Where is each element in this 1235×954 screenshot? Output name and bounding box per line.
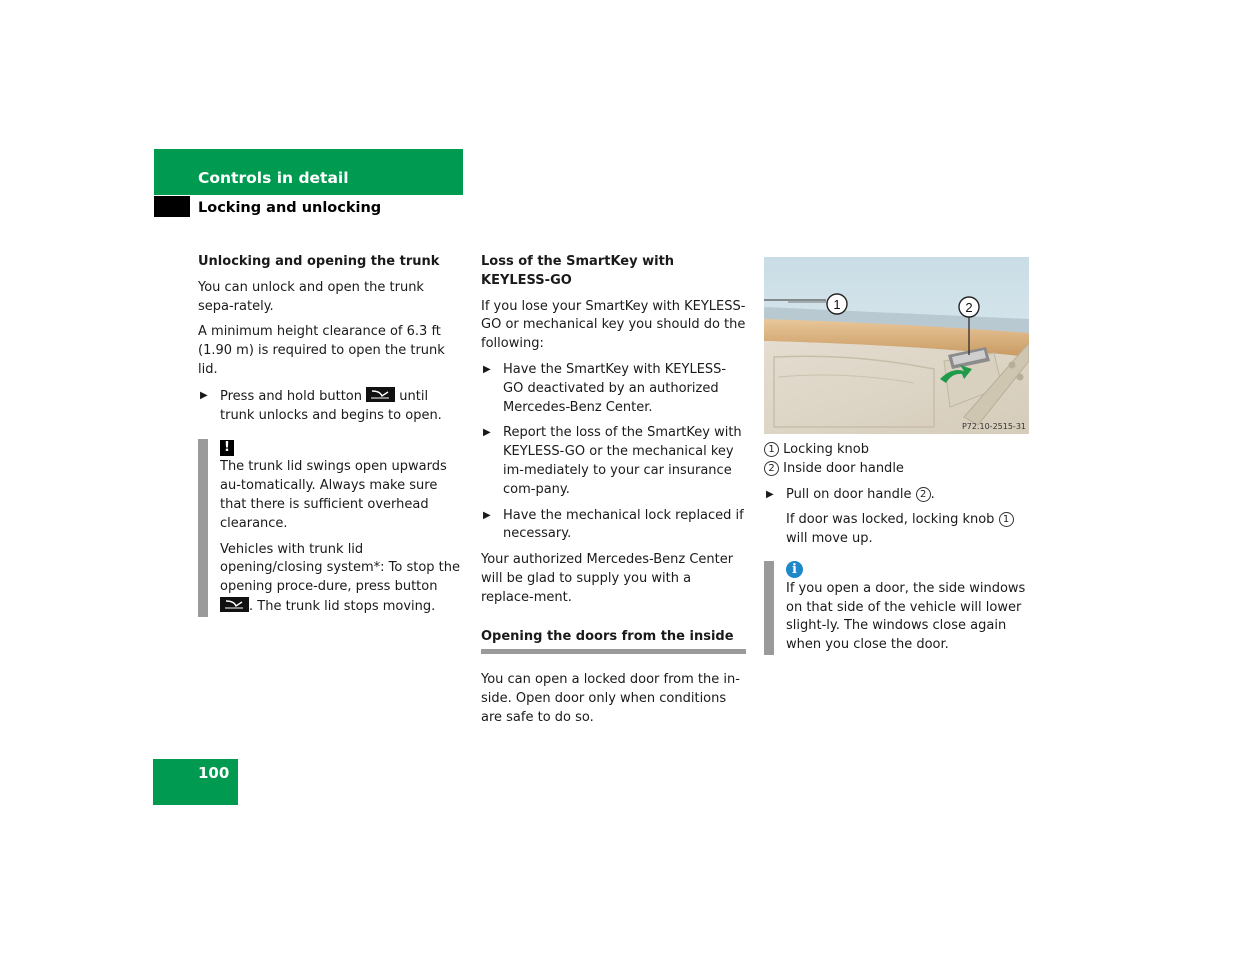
callout-2: 2 — [965, 300, 973, 315]
bullet-triangle-icon: ▶ — [483, 509, 491, 521]
paragraph: Your authorized Mercedes-Benz Center will be glad to supply you with a replace-ment. — [481, 552, 734, 605]
callout-2-marker: 2 — [916, 487, 931, 502]
trunk-button-icon — [220, 597, 249, 612]
paragraph: A minimum height clearance of 6.3 ft (1.90 m) is required to open the trunk lid. — [198, 324, 445, 377]
legend-item: 2 Inside door handle — [764, 460, 1034, 479]
column-1 — [198, 253, 463, 617]
instruction-bullet: ▶ Have the SmartKey with KEYLESS-GO deactivated by an authorized Mercedes-Benz Center. — [483, 361, 727, 415]
callout-1: 1 — [833, 297, 841, 312]
section-title: Controls in detail — [198, 169, 349, 187]
note-paragraph: The trunk lid swings open upwards au-tomatically. Always make sure that there is sufficient overhead clearance. — [220, 459, 447, 531]
instruction-bullet: ▶ Pull on door handle 2 . — [764, 486, 1034, 505]
bullet-triangle-icon: ▶ — [483, 427, 491, 439]
callout-1-marker: 1 — [764, 442, 779, 457]
bullet-triangle-icon: ▶ — [200, 389, 208, 401]
info-icon: i — [786, 561, 803, 578]
page-number: 100 — [198, 764, 230, 782]
column-2 — [481, 253, 746, 735]
instruction-bullet: ▶ Press and hold button until trunk unlocks and begins to open. — [200, 388, 442, 423]
note-paragraph: If you open a door, the side windows on that side of the vehicle will lower slight-ly. The windows close again when you close the door. — [786, 580, 1026, 653]
paragraph: You can open a locked door from the in-side. Open door only when conditions are safe to do so. — [481, 672, 740, 725]
heading-smartkey-loss: Loss of the SmartKey with KEYLESS-GO — [481, 254, 675, 288]
figure-code: P72.10-2515-31 — [961, 422, 1026, 431]
note-bar — [764, 561, 774, 655]
trunk-button-icon — [366, 387, 395, 402]
callout-2-marker: 2 — [764, 461, 779, 476]
callout-1-marker: 1 — [999, 512, 1014, 527]
header-black-marker — [154, 196, 190, 217]
heading-unlock-trunk: Unlocking and opening the trunk — [198, 254, 440, 269]
subsection-title: Locking and unlocking — [198, 200, 382, 216]
heading-open-doors-inside: Opening the doors from the inside — [481, 628, 746, 655]
paragraph: If door was locked, locking knob 1 will move up. — [764, 511, 1034, 549]
legend-item: 1 Locking knob — [764, 441, 1034, 460]
column-3 — [764, 441, 1034, 655]
bullet-triangle-icon: ▶ — [766, 488, 774, 500]
instruction-bullet: ▶ Report the loss of the SmartKey with KEYLESS-GO or the mechanical key im-mediately to your car insurance com-pany. — [483, 425, 742, 497]
info-note — [764, 561, 1034, 655]
instruction-bullet: ▶ Have the mechanical lock replaced if necessary. — [483, 507, 744, 542]
paragraph: If you lose your SmartKey with KEYLESS-GO or mechanical key you should do the following: — [481, 298, 746, 352]
warning-icon: ! — [220, 440, 234, 456]
note-bar — [198, 439, 208, 616]
bullet-triangle-icon: ▶ — [483, 363, 491, 375]
paragraph: You can unlock and open the trunk sepa-rately. — [198, 279, 424, 314]
door-interior-illustration — [764, 257, 1029, 434]
warning-note — [198, 439, 463, 616]
note-paragraph: Vehicles with trunk lid opening/closing system*: To stop the opening proce-dure, press button . The trunk lid stops moving. — [220, 541, 461, 614]
